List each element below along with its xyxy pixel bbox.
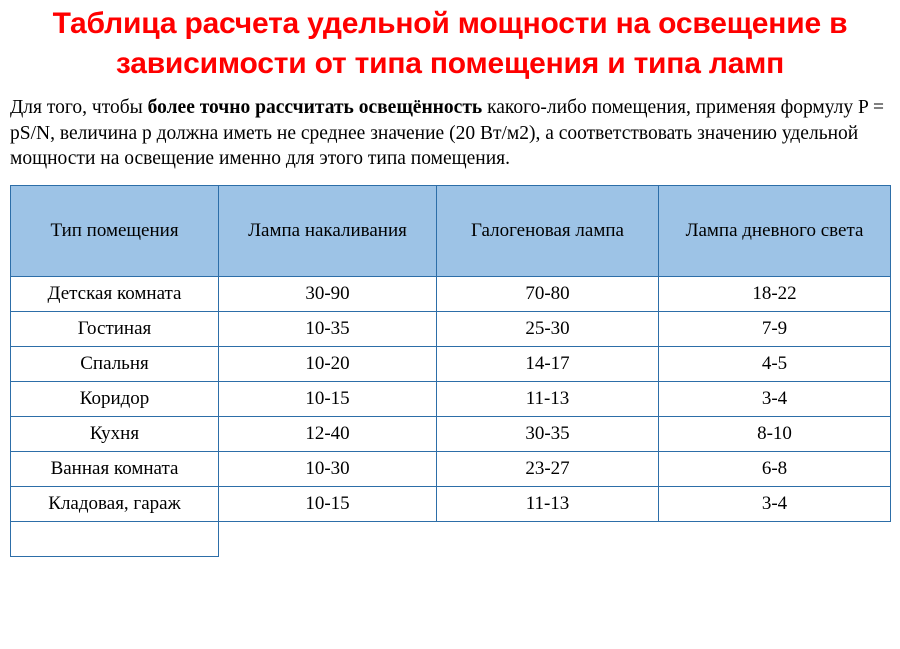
- cell-daylight: 6-8: [659, 452, 891, 487]
- table-header-row: [11, 186, 891, 277]
- cell-incandescent: 10-35: [219, 312, 437, 347]
- cell-halogen: 70-80: [437, 277, 659, 312]
- cell-daylight: 4-5: [659, 347, 891, 382]
- cell-room-type: Кладовая, гараж: [11, 487, 219, 522]
- cell-room-type: Коридор: [11, 382, 219, 417]
- cell-halogen: 11-13: [437, 382, 659, 417]
- table-row: [11, 382, 891, 417]
- cell-incandescent: 10-15: [219, 487, 437, 522]
- cell-filler-blank: [659, 522, 891, 557]
- page-title: Таблица расчета удельной мощности на освещение в зависимости от типа помещения и типа ламп: [52, 7, 848, 80]
- intro-text-part1: Для того, чтобы: [10, 97, 148, 119]
- cell-incandescent: 10-15: [219, 382, 437, 417]
- cell-halogen: 23-27: [437, 452, 659, 487]
- cell-incandescent: 12-40: [219, 417, 437, 452]
- cell-incandescent: 30-90: [219, 277, 437, 312]
- cell-daylight: 3-4: [659, 487, 891, 522]
- table-row: [11, 487, 891, 522]
- cell-daylight: 7-9: [659, 312, 891, 347]
- table-row: [11, 452, 891, 487]
- cell-halogen: 25-30: [437, 312, 659, 347]
- cell-incandescent: 10-30: [219, 452, 437, 487]
- cell-room-type: Ванная комната: [11, 452, 219, 487]
- cell-daylight: 8-10: [659, 417, 891, 452]
- document-page: [0, 4, 900, 649]
- cell-filler: [11, 522, 219, 557]
- table-row-filler: [11, 522, 891, 557]
- cell-halogen: 11-13: [437, 487, 659, 522]
- cell-filler-blank: [437, 522, 659, 557]
- cell-daylight: 3-4: [659, 382, 891, 417]
- cell-room-type: Детская комната: [11, 277, 219, 312]
- table-row: [11, 417, 891, 452]
- column-header-halogen: Галогеновая лампа: [437, 186, 659, 277]
- table-row: [11, 277, 891, 312]
- intro-text-bold: более точно рассчитать освещённость: [147, 97, 483, 119]
- table-row: [11, 312, 891, 347]
- table-header: [11, 186, 891, 277]
- column-header-room-type: Тип помещения: [11, 186, 219, 277]
- table-row: [11, 347, 891, 382]
- cell-room-type: Спальня: [11, 347, 219, 382]
- cell-room-type: Кухня: [11, 417, 219, 452]
- power-density-table: [10, 185, 891, 557]
- intro-text-part2: какого-либо помещения, применяя формулу P = pS/N, величина p должна иметь не среднее значение (20 Вт/м2), а соответствовать значению удельной мощности на освещение именно для этого типа помещения.: [10, 97, 884, 169]
- column-header-daylight: Лампа дневного света: [659, 186, 891, 277]
- intro-paragraph: [10, 95, 890, 171]
- cell-daylight: 18-22: [659, 277, 891, 312]
- table-body: [11, 277, 891, 557]
- cell-halogen: 14-17: [437, 347, 659, 382]
- cell-room-type: Гостиная: [11, 312, 219, 347]
- cell-incandescent: 10-20: [219, 347, 437, 382]
- cell-filler-blank: [219, 522, 437, 557]
- cell-halogen: 30-35: [437, 417, 659, 452]
- column-header-incandescent: Лампа накаливания: [219, 186, 437, 277]
